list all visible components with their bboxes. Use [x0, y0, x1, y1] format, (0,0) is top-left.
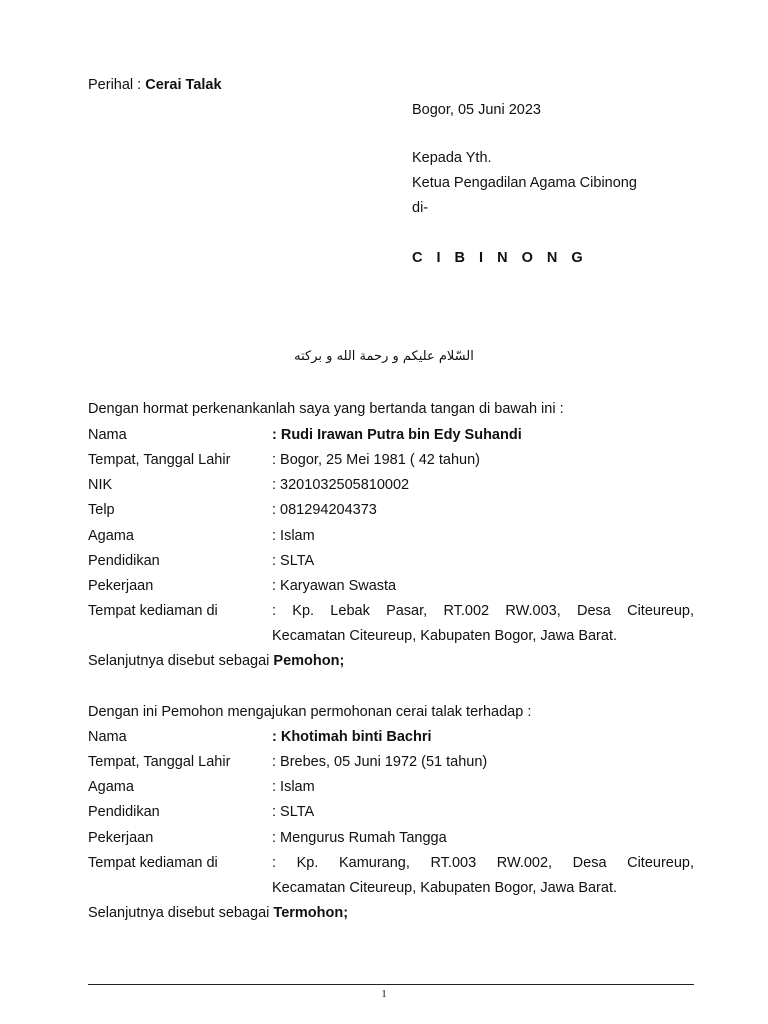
- field-label: Telp: [88, 502, 115, 518]
- pemohon-closing: [88, 652, 344, 670]
- di-label: di-: [412, 200, 429, 216]
- termohon-closing: [88, 904, 348, 922]
- field-value: : Islam: [272, 528, 315, 544]
- addressee: Ketua Pengadilan Agama Cibinong: [412, 175, 637, 191]
- field-value: : Kp. Lebak Pasar, RT.002 RW.003, Desa Citeureup,: [272, 603, 694, 619]
- pemohon-agama-row: [88, 527, 694, 552]
- field-label: Pekerjaan: [88, 578, 154, 594]
- termohon-intro: Dengan ini Pemohon mengajukan permohonan cerai talak terhadap :: [88, 704, 532, 720]
- field-value: : Kp. Kamurang, RT.003 RW.002, Desa Citeureup,: [272, 855, 694, 871]
- role-pemohon: Pemohon;: [273, 653, 345, 669]
- field-label: Tempat kediaman di: [88, 603, 218, 619]
- kepada-yth: Kepada Yth.: [412, 150, 492, 166]
- city-title: C I B I N O N G: [412, 250, 588, 266]
- page-number: 1: [381, 988, 387, 1000]
- field-value: : 3201032505810002: [272, 477, 410, 493]
- field-value: : Karyawan Swasta: [272, 578, 397, 594]
- pemohon-kediaman-row: [88, 602, 694, 627]
- perihal-label: Perihal :: [88, 77, 142, 93]
- pemohon-ttl-row: [88, 451, 694, 476]
- place-date: Bogor, 05 Juni 2023: [412, 102, 541, 118]
- role-termohon: Termohon;: [273, 905, 349, 921]
- field-value: : Bogor, 25 Mei 1981 ( 42 tahun): [272, 452, 480, 468]
- pemohon-pekerjaan-row: [88, 577, 694, 602]
- termohon-pendidikan-row: [88, 803, 694, 828]
- termohon-ttl-row: [88, 753, 694, 778]
- field-label: Nama: [88, 729, 127, 745]
- islamic-greeting: السّلام عليكم و رحمة الله و بركته: [294, 349, 474, 364]
- field-value: : Islam: [272, 779, 315, 795]
- perihal-value: Cerai Talak: [145, 77, 222, 93]
- field-label: Tempat kediaman di: [88, 855, 218, 871]
- field-value: : Brebes, 05 Juni 1972 (51 tahun): [272, 754, 488, 770]
- pemohon-nama-row: [88, 426, 694, 451]
- opening-sentence: Dengan hormat perkenankanlah saya yang bertanda tangan di bawah ini :: [88, 401, 564, 417]
- field-label: Pekerjaan: [88, 830, 154, 846]
- closing-text: Selanjutnya disebut sebagai: [88, 905, 274, 921]
- termohon-pekerjaan-row: [88, 829, 694, 854]
- field-label: Pendidikan: [88, 553, 160, 569]
- field-value: : SLTA: [272, 553, 315, 569]
- termohon-nama-row: [88, 728, 694, 753]
- termohon-kediaman-continuation: Kecamatan Citeureup, Kabupaten Bogor, Jawa Barat.: [272, 880, 617, 896]
- field-label: Agama: [88, 528, 134, 544]
- termohon-kediaman-row: [88, 854, 694, 879]
- field-value: : SLTA: [272, 804, 315, 820]
- footer-divider: [88, 984, 694, 985]
- pemohon-kediaman-continuation: Kecamatan Citeureup, Kabupaten Bogor, Jawa Barat.: [272, 628, 617, 644]
- pemohon-pendidikan-row: [88, 552, 694, 577]
- field-label: NIK: [88, 477, 113, 493]
- field-label: Agama: [88, 779, 134, 795]
- termohon-name: : Khotimah binti Bachri: [272, 729, 432, 745]
- pemohon-name: : Rudi Irawan Putra bin Edy Suhandi: [272, 427, 522, 443]
- field-label: Tempat, Tanggal Lahir: [88, 452, 231, 468]
- field-label: Pendidikan: [88, 804, 160, 820]
- field-label: Nama: [88, 427, 127, 443]
- field-value: : Mengurus Rumah Tangga: [272, 830, 447, 846]
- closing-text: Selanjutnya disebut sebagai: [88, 653, 274, 669]
- field-value: : 081294204373: [272, 502, 377, 518]
- field-label: Tempat, Tanggal Lahir: [88, 754, 231, 770]
- termohon-agama-row: [88, 778, 694, 803]
- pemohon-telp-row: [88, 501, 694, 526]
- pemohon-nik-row: [88, 476, 694, 501]
- perihal-line: [88, 76, 222, 94]
